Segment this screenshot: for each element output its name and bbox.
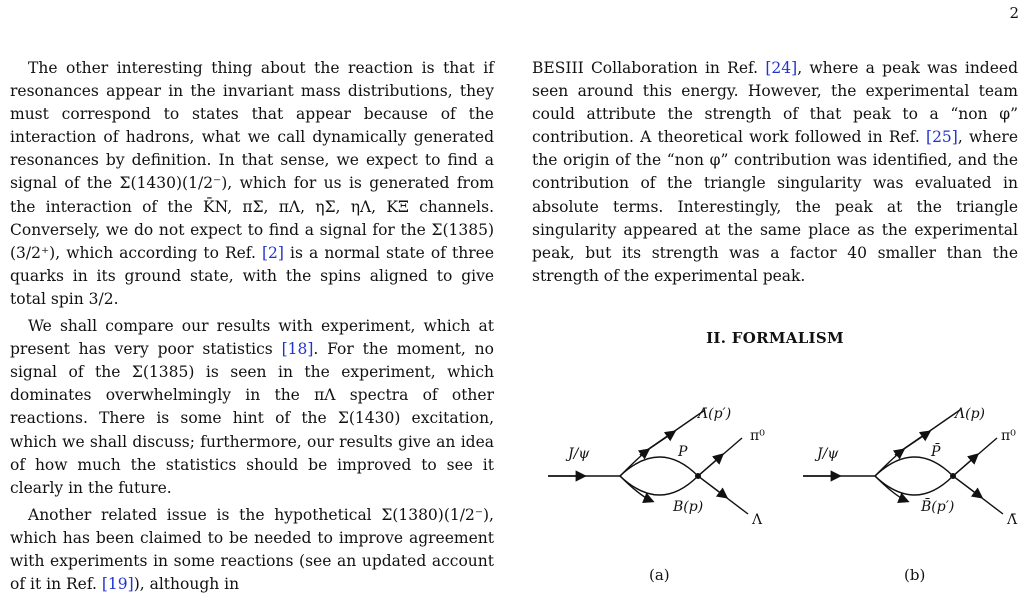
section-heading: II. FORMALISM	[706, 329, 844, 347]
text-run: Another related issue is the hypothetical Σ(1380)(1/2⁻), which has been claimed to be needed to improve agreement with experiments in some reactions (see an updated account of it in Ref.	[10, 505, 494, 594]
label-antilambda: Λ̄(p′)	[698, 406, 732, 422]
label-pbar: P̄	[931, 444, 941, 460]
label-jpsi: J/ψ	[817, 446, 839, 462]
citation-link[interactable]: [25]	[926, 128, 958, 147]
text-run: The other interesting thing about the reaction is that if resonances appear in the invariant mass distributions, they must correspond to states that appear because of the interaction of hadrons, what we call dynamically generated resonances by definition. In that sense, we expect to find a signal of the Σ(1430)(1/2⁻), which for us is generated from the interaction of the K̄N, πΣ, πΛ, ηΣ, ηΛ, KΞ channels. Conversely, we do not expect to find a signal for the Σ(1385)(3/2⁺), which according to Ref.	[10, 59, 494, 262]
page-number: 2	[1009, 4, 1019, 22]
text-run: . For the moment, no signal of the Σ(1385) is seen in the experiment, which dominates overwhelmingly in the πΛ spectra of other reactions. There is some hint of the Σ(1430) excitation, which we shall discuss; furthermore, our results give an idea of how much the statistics should be improved to see it clearly in the future.	[10, 340, 494, 497]
label-lambda: Λ(p)	[955, 406, 985, 422]
label-lambda: Λ	[752, 512, 763, 528]
citation-link[interactable]: [24]	[765, 59, 798, 77]
label-bbar: B̄(p′)	[921, 499, 955, 515]
label-pi0: π⁰	[1001, 428, 1016, 444]
text-run: ), although in	[133, 575, 240, 594]
text-run: BESIII Collaboration in Ref.	[532, 59, 766, 77]
label-b: B(p)	[673, 499, 704, 515]
right-column	[532, 57, 1018, 288]
text-run: is a normal state of three quarks in its ground state, with the spins aligned to give total spin 3/2.	[10, 243, 494, 308]
citation-link[interactable]: [19]	[101, 575, 134, 594]
citation-link[interactable]: [18]	[281, 340, 314, 359]
paragraph	[532, 57, 1018, 288]
paragraph	[10, 315, 494, 500]
label-jpsi: J/ψ	[568, 446, 590, 462]
feynman-diagram-b	[795, 388, 1025, 583]
label-p: P	[678, 444, 688, 460]
citation-link[interactable]: [2]	[262, 243, 284, 262]
caption-b: (b)	[904, 566, 926, 584]
text-run: , where a peak was indeed seen around this energy. However, the experimental team could attribute the strength of that peak to a “non φ” contribution. A theoretical work followed in Ref.	[532, 59, 1018, 147]
label-pi0: π⁰	[750, 428, 765, 444]
paragraph	[10, 504, 494, 596]
caption-a: (a)	[649, 566, 670, 584]
feynman-diagram-a	[540, 388, 770, 583]
text-run: We shall compare our results with experiment, which at present has very poor statistics	[10, 317, 494, 359]
text-run: , where the origin of the “non φ” contribution was identified, and the contribution of the triangle singularity was evaluated in absolute terms. Interestingly, the peak at the triangle singularity appeared at the same place as the experimental peak, but its strength was a factor 40 smaller than the strength of the experimental peak.	[532, 128, 1018, 285]
label-antilambda: Λ̄	[1007, 512, 1018, 528]
left-column	[10, 57, 494, 596]
paragraph	[10, 57, 494, 311]
